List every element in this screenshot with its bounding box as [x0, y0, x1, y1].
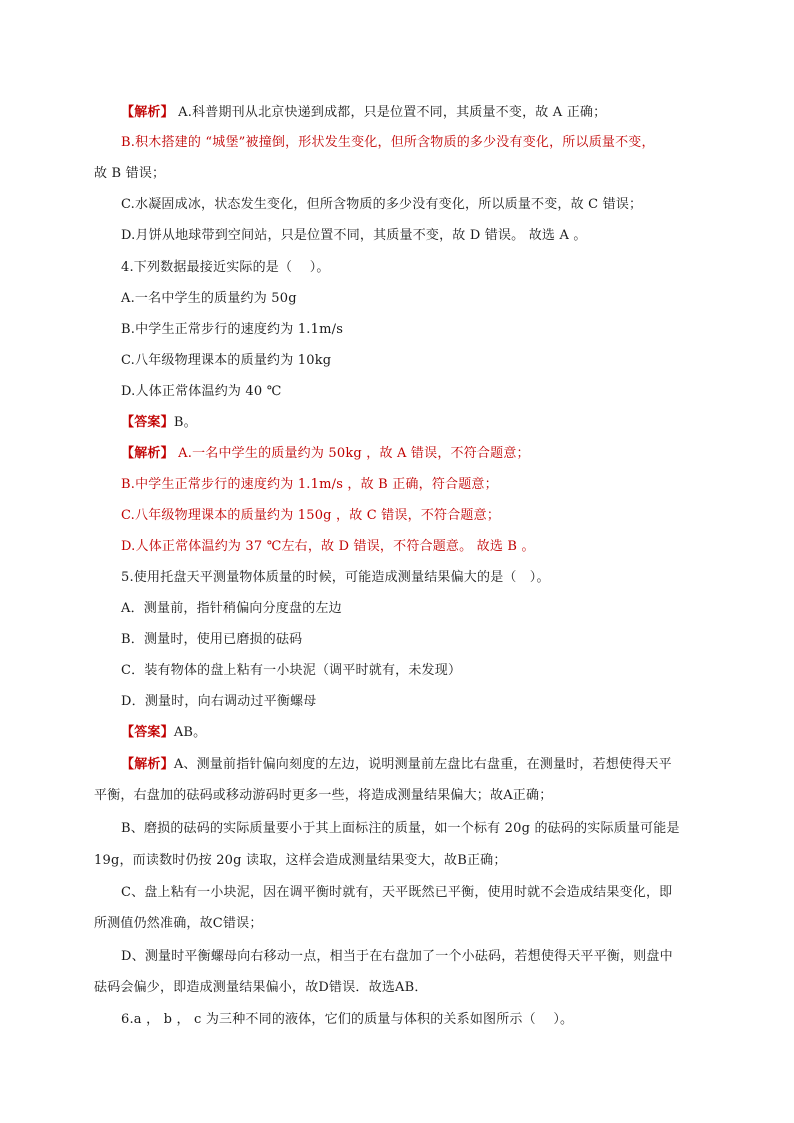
- analysis-tag: 【解析】: [121, 105, 174, 120]
- option-c: [121, 662, 461, 680]
- text-line: [121, 884, 672, 902]
- line-text: D.人体正常体温约为 40 ℃: [121, 384, 282, 399]
- option-b: [121, 631, 302, 649]
- line-text: 砝码会偏少，即造成测量结果偏小，故D错误．故选AB．: [94, 980, 428, 995]
- text-line: [121, 538, 535, 556]
- text-line: [121, 507, 500, 525]
- text-line: [121, 476, 498, 494]
- analysis-line: [121, 756, 672, 774]
- answer-tag: 【答案】: [121, 415, 174, 430]
- text-line: [121, 196, 642, 214]
- text-line: [121, 948, 673, 966]
- line-text: A.一名中学生的质量约为 50kg ，故 A 错误，不符合题意；: [173, 446, 530, 461]
- line-text: A.一名中学生的质量约为 50g: [121, 291, 297, 306]
- line-text: 19g，而读数时仍按 20g 读取，这样会造成测量结果变大，故B正确；: [94, 853, 507, 868]
- line-text: 5.使用托盘天平测量物体质量的时候，可能造成测量结果偏大的是（ ）。: [121, 570, 550, 585]
- line-text: C.八年级物理课本的质量约为 150g ，故 C 错误，不符合题意；: [121, 508, 501, 523]
- line-text: AB。: [173, 725, 207, 740]
- line-text: B．测量时，使用已磨损的砝码: [121, 632, 303, 647]
- text-line: [94, 165, 165, 183]
- line-text: B.中学生正常步行的速度约为 1.1m/s ，故 B 正确，符合题意；: [121, 477, 498, 492]
- line-text: 故 B 错误；: [94, 166, 166, 181]
- answer-line: [121, 724, 206, 742]
- line-text: C．装有物体的盘上粘有一小块泥（调平时就有，未发现）: [121, 663, 462, 678]
- option-b: [121, 321, 343, 339]
- line-text: D.月饼从地球带到空间站，只是位置不同，其质量不变，故 D 错误。 故选 A 。: [121, 228, 587, 243]
- analysis-tag: 【解析】: [121, 757, 174, 772]
- option-d: [121, 383, 281, 401]
- line-text: B.积木搭建的 “城堡”被撞倒，形状发生变化，但所含物质的多少没有变化，所以质量不变，: [121, 135, 655, 150]
- answer-tag: 【答案】: [121, 725, 174, 740]
- answer-line: [121, 414, 197, 432]
- analysis-line: [121, 104, 606, 122]
- question-4: [121, 259, 330, 277]
- line-text: B.中学生正常步行的速度约为 1.1m/s: [121, 322, 344, 337]
- line-text: D.人体正常体温约为 37 ℃左右，故 D 错误，不符合题意。 故选 B 。: [121, 539, 535, 554]
- analysis-tag: 【解析】: [121, 446, 174, 461]
- option-a: [121, 600, 342, 618]
- option-a: [121, 290, 297, 308]
- text-line: [94, 852, 507, 870]
- line-text: A、测量前指针偏向刻度的左边，说明测量前左盘比右盘重，在测量时，若想使得天平: [173, 757, 672, 772]
- line-text: 所测值仍然准确，故C错误；: [94, 916, 263, 931]
- option-c: [121, 352, 331, 370]
- text-line: [94, 979, 428, 997]
- line-text: D．测量时，向右调动过平衡螺母: [121, 694, 317, 709]
- line-text: 平衡，右盘加的砝码或移动游码时更多一些，将造成测量结果偏大；故A正确；: [94, 788, 553, 803]
- question-5: [121, 569, 550, 587]
- text-line: [121, 227, 587, 245]
- option-d: [121, 693, 316, 711]
- line-text: C.水凝固成冰，状态发生变化，但所含物质的多少没有变化，所以质量不变，故 C 错误；: [121, 197, 643, 212]
- line-text: 4.下列数据最接近实际的是（ ）。: [121, 260, 330, 275]
- line-text: C、盘上粘有一小块泥，因在调平衡时就有，天平既然已平衡，使用时就不会造成结果变化，即: [121, 885, 673, 900]
- question-6: [121, 1011, 573, 1029]
- line-text: A．测量前，指针稍偏向分度盘的左边: [121, 601, 342, 616]
- text-line: [121, 134, 655, 152]
- text-line: [121, 820, 680, 838]
- analysis-line: [121, 445, 530, 463]
- line-text: B、磨损的砝码的实际质量要小于其上面标注的质量，如一个标有 20g 的砝码的实际质量可能是: [121, 821, 680, 836]
- text-line: [94, 787, 552, 805]
- line-text: A.科普期刊从北京快递到成都，只是位置不同，其质量不变，故 A 正确；: [173, 105, 607, 120]
- text-line: [94, 915, 263, 933]
- line-text: D、测量时平衡螺母向右移动一点，相当于在右盘加了一个小砝码，若想使得天平平衡，则盘中: [121, 949, 673, 964]
- line-text: B。: [173, 415, 197, 430]
- line-text: C.八年级物理课本的质量约为 10kg: [121, 353, 332, 368]
- line-text: 6.a ， b ， c 为三种不同的液体，它们的质量与体积的关系如图所示（ ）。: [121, 1012, 574, 1027]
